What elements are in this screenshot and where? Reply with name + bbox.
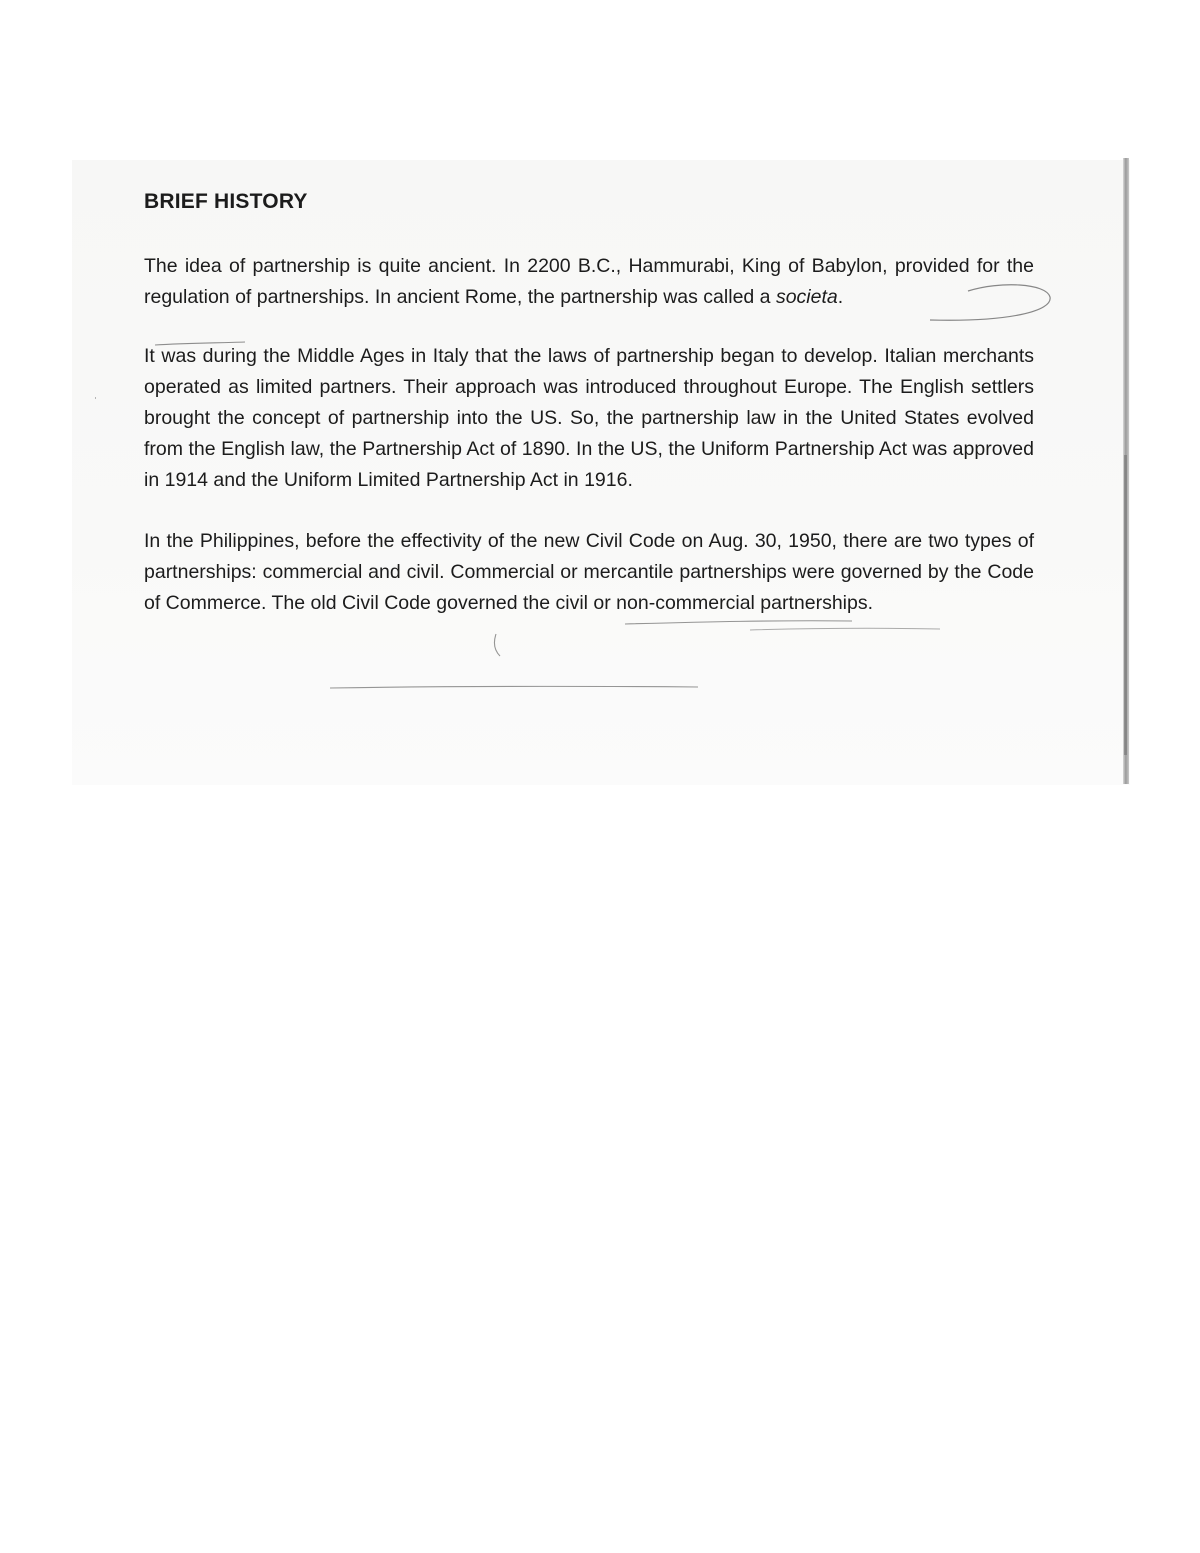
paragraph-middle-ages: It was during the Middle Ages in Italy that the laws of partnership began to develop. Italian merchants operated as limited partners. Their approach was introduced throughout Europe. The English settlers brought the concept of partnership into the US. So, the partnership law in the United States evolved from the English law, the Partnership Act of 1890. In the US, the Uniform Partnership Act was approved in 1914 and the Uniform Limited Partnership Act in 1916.: [144, 345, 1034, 491]
section-heading: BRIEF HISTORY: [144, 190, 308, 213]
paragraph-philippines: In the Philippines, before the effectivity of the new Civil Code on Aug. 30, 1950, there are two types of partnerships: commercial and civil. Commercial or mercantile partnerships were governed by the Code of Commerce. The old Civil Code governed the civil or non-commercial partnerships.: [144, 530, 1034, 614]
scan-edge-dark-segment: [1124, 455, 1127, 755]
document-body: [144, 186, 1034, 619]
societa-term: societa: [775, 286, 838, 308]
paragraph-ancient-origins-end: .: [837, 286, 844, 308]
paragraph-ancient-origins: [144, 251, 1034, 313]
paragraph-ancient-origins-text: The idea of partnership is quite ancient. In 2200 B.C., Hammurabi, King of Babylon, provided for the regulation of partnerships. In ancient Rome, the partnership was called a: [144, 255, 1034, 308]
